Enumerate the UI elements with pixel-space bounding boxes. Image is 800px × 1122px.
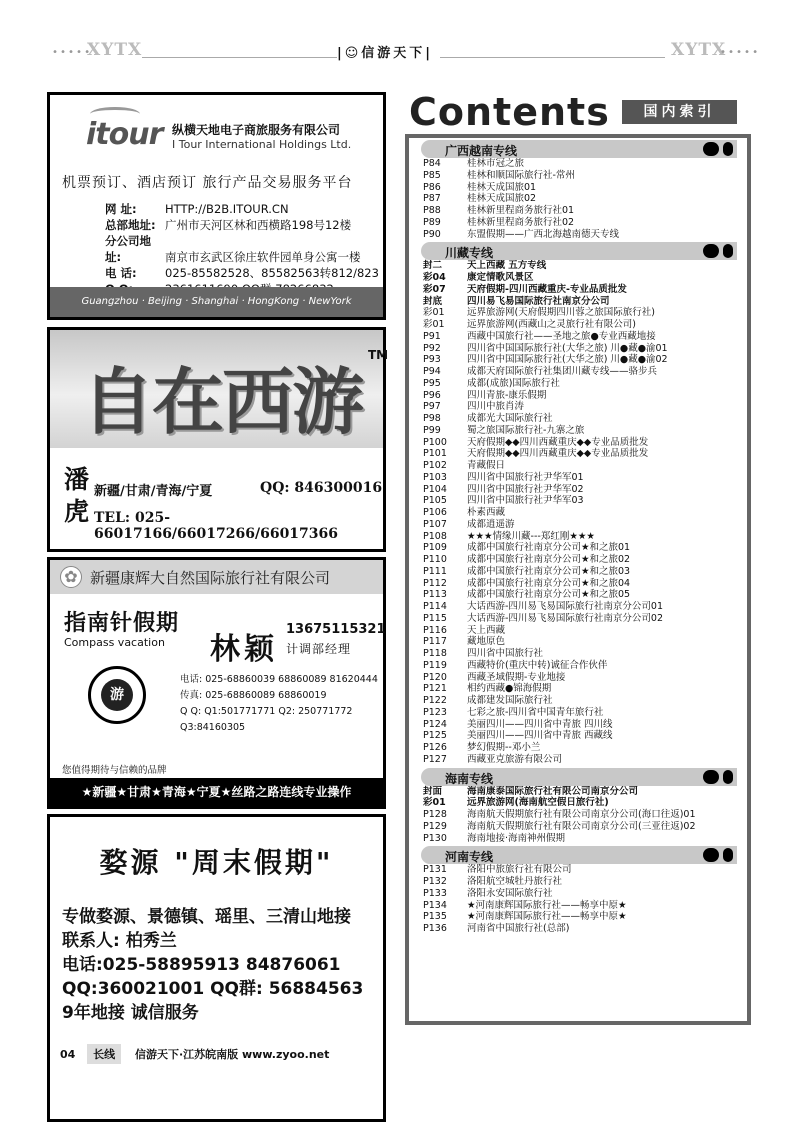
entry-name: 四川中旅肖涛: [467, 401, 525, 413]
page-ref: P94: [423, 366, 441, 377]
contents-row: [409, 354, 747, 366]
entry-name: 蜀之旅国际旅行社-九寨之旅: [467, 424, 585, 436]
page-ref: P103: [423, 471, 447, 483]
header-title: |☺信游天下|: [337, 46, 434, 61]
page-ref: P134: [423, 899, 447, 911]
entry-name: 洛阳永安国际旅行社: [467, 887, 553, 899]
section-header: [421, 242, 737, 260]
trademark-mark: TM: [368, 348, 389, 362]
entry-name: 朴素西藏: [467, 507, 506, 518]
entry-name: 相约西藏●锦海假期: [467, 683, 552, 695]
page-ref: P99: [423, 424, 441, 436]
contents-section: [409, 140, 747, 240]
kanghui-phone: 13675115321: [286, 622, 386, 637]
kanghui-brand: 指南针假期: [64, 611, 180, 636]
entry-name: 洛阳航空城牡丹旅行社: [467, 876, 563, 887]
page-ref: P105: [423, 495, 447, 507]
contents-row: [409, 507, 747, 519]
page-ref: P108: [423, 530, 447, 542]
page-ref: P91: [423, 330, 441, 342]
entry-name: 美丽四川——四川省中青旅 西藏线: [467, 730, 613, 742]
entry-name: 康定情歌风景区: [467, 272, 534, 283]
contents-row: [409, 923, 747, 935]
entry-name: 天府假期◆◆四川西藏重庆◆◆专业品质批发: [467, 436, 649, 448]
contents-row: [409, 809, 747, 821]
page-ref: P96: [423, 389, 441, 401]
page-ref: P135: [423, 911, 447, 923]
section-title: 川藏专线: [445, 246, 494, 261]
page-ref: P90: [423, 228, 441, 240]
page-ref: P107: [423, 518, 447, 530]
entry-name: 远界旅游网(海南航空假日旅行社): [467, 797, 609, 809]
contents-row: [409, 437, 747, 449]
page-ref: P122: [423, 695, 447, 706]
ad-zizai-xiyou: [47, 327, 389, 552]
contents-row: [409, 366, 747, 378]
itour-logo: itour: [86, 117, 162, 152]
entry-name: 成都中国旅行社南京分公司★和之旅01: [467, 542, 631, 554]
contents-title: Contents: [409, 90, 610, 134]
page-ref: P129: [423, 820, 447, 832]
contents-section: [409, 846, 747, 935]
page-ref: P126: [423, 742, 447, 753]
entry-name: 四川省中国国际旅行社(大华之旅) 川●藏●渝02: [467, 354, 668, 366]
entry-name: 桂林新里程商务旅行社01: [467, 205, 575, 216]
header-code-left: XYTX: [87, 40, 143, 60]
entry-name: 桂林新里程商务旅行社02: [467, 216, 575, 228]
ad-itour: [47, 92, 386, 320]
zizai-qq: QQ: 846300016: [260, 480, 383, 496]
itour-info: 网 址: HTTP://B2B.ITOUR.CN 总部地址: 广州市天河区林和西横路198号12楼 分公司地址: 南京市玄武区徐庄软件园单身公寓一楼 电 话: 025-85582528、85582563转812/823: [105, 202, 379, 280]
contents-row: [409, 307, 747, 319]
page-ref: P133: [423, 887, 447, 899]
contents-row: [409, 425, 747, 437]
section-header: [421, 140, 737, 158]
entry-name: 大话西游-四川易飞易国际旅行社南京分公司01: [467, 601, 664, 612]
page-ref: P125: [423, 730, 447, 742]
entry-name: 四川省中国旅行社: [467, 648, 544, 659]
contents-row: [409, 519, 747, 531]
contents-row: [409, 636, 747, 648]
entry-name: 天上西藏: [467, 624, 506, 636]
dot-icon: [723, 770, 733, 784]
contents-row: [409, 296, 747, 308]
header-dots-left: •••••: [52, 47, 93, 58]
entry-name: 青藏假日: [467, 460, 506, 471]
page-ref: P98: [423, 413, 441, 424]
compass-icon: 游: [88, 666, 146, 724]
entry-name: ★河南康辉国际旅行社——畅享中原★: [467, 911, 627, 923]
page-ref: P97: [423, 401, 441, 413]
contents-row: [409, 170, 747, 182]
page-ref: P101: [423, 448, 447, 460]
kanghui-contact: 电话: 025-68860039 68860089 81620444 传真: 025-68860089 68860019 Q Q: Q1:501771771 Q2: 250771772 Q3:84160305: [180, 674, 378, 733]
contents-row: [409, 821, 747, 833]
entry-name: 成都中国旅行社南京分公司★和之旅03: [467, 565, 631, 577]
entry-name: 天府假期-四川西藏重庆-专业品质批发: [467, 283, 627, 295]
page-ref: P100: [423, 436, 447, 448]
entry-name: 四川省中国旅行社尹华军01: [467, 471, 584, 483]
contents-row: [409, 484, 747, 496]
entry-name: 桂林天成国旅02: [467, 193, 537, 205]
entry-name: 美丽四川——四川省中青旅 四川线: [467, 718, 613, 730]
contents-row: [409, 460, 747, 472]
entry-name: 藏地原色: [467, 636, 506, 648]
kanghui-motto: 您值得期待与信赖的品牌: [62, 765, 167, 776]
contents-row: [409, 695, 747, 707]
entry-name: 东盟假期——广西北海越南德天专线: [467, 228, 620, 240]
page-ref: P124: [423, 718, 447, 730]
contents-row: [409, 911, 747, 923]
contents-row: [409, 158, 747, 170]
contents-row: [409, 742, 747, 754]
entry-name: 四川省中国旅行社尹华军03: [467, 495, 584, 507]
page-ref: P116: [423, 624, 447, 636]
page-header: [0, 0, 800, 80]
entry-name: 成都中国旅行社南京分公司★和之旅04: [467, 577, 631, 589]
entry-name: 天上西藏 五方专线: [467, 260, 547, 272]
header-rule-left: [142, 57, 337, 58]
entry-name: 梦幻假期--邓小兰: [467, 742, 541, 753]
contents-row: [409, 193, 747, 205]
section-header: [421, 846, 737, 864]
page-footer: [60, 1044, 329, 1064]
section-title: 海南专线: [445, 771, 494, 786]
contents-row: [409, 707, 747, 719]
footer-section-tag: 长线: [87, 1044, 121, 1064]
contents-row: [409, 613, 747, 625]
page-ref: P131: [423, 864, 447, 876]
contents-row: [409, 672, 747, 684]
entry-name: 远界旅游网(西藏山之灵旅行社有限公司): [467, 319, 636, 330]
contents-row: [409, 217, 747, 229]
entry-name: 成都中国旅行社南京分公司★和之旅02: [467, 554, 631, 565]
entry-name: 西藏中国旅行社——圣地之旅●专业西藏地接: [467, 330, 656, 342]
page-ref: 彩01: [423, 797, 446, 809]
zizai-contact-name: 潘虎: [64, 465, 90, 526]
entry-name: 桂林市冠之旅: [467, 158, 525, 169]
page-ref: P109: [423, 542, 447, 554]
page-ref: P119: [423, 659, 447, 671]
entry-name: 海南康泰国际旅行社有限公司南京分公司: [467, 785, 639, 797]
page-ref: 彩01: [423, 319, 445, 330]
entry-name: 成都逍遥游: [467, 518, 515, 530]
entry-name: 成都光大国际旅行社: [467, 413, 553, 424]
itour-cities-bar: Guangzhou · Beijing · Shanghai · HongKong · NewYork: [50, 287, 383, 317]
page-ref: P87: [423, 193, 441, 205]
contents-row: [409, 343, 747, 355]
entry-name: 成都中国旅行社南京分公司★和之旅05: [467, 589, 631, 601]
itour-slogan: 机票预订、酒店预订 旅行产品交易服务平台: [62, 175, 353, 191]
contents-row: [409, 683, 747, 695]
entry-name: 桂林和顺国际旅行社-常州: [467, 169, 575, 181]
page-ref: P127: [423, 753, 447, 765]
contents-row: [409, 331, 747, 343]
entry-name: ★★★情缘川藏---郑红刚★★★: [467, 530, 595, 542]
contents-row: [409, 260, 747, 272]
entry-name: 西藏特价(重庆中转)诚征合作伙伴: [467, 659, 608, 671]
dot-icon: [723, 244, 733, 258]
page-ref: P92: [423, 342, 441, 354]
entry-name: 西藏圣域假期-专业地接: [467, 671, 566, 683]
page-ref: P112: [423, 577, 447, 589]
page-ref: 彩01: [423, 307, 445, 319]
entry-name: 成都建发国际旅行社: [467, 695, 553, 706]
entry-name: 四川易飞易国际旅行社南京分公司: [467, 295, 610, 307]
contents-row: [409, 531, 747, 543]
contents-row: [409, 378, 747, 390]
kanghui-header-bar: [50, 560, 383, 594]
page-ref: P120: [423, 671, 447, 683]
contents-section: [409, 242, 747, 765]
zizai-banner: [50, 330, 389, 448]
itour-company-en: I Tour International Holdings Ltd.: [172, 138, 352, 151]
contents-row: [409, 589, 747, 601]
page-ref: P95: [423, 377, 441, 389]
page-ref: P89: [423, 216, 441, 228]
header-rule-right: [440, 57, 665, 58]
contents-row: [409, 730, 747, 742]
contents-row: [409, 284, 747, 296]
page-ref: P110: [423, 554, 447, 565]
contents-row: [409, 864, 747, 876]
page-ref: P106: [423, 507, 447, 518]
page-ref: P136: [423, 923, 447, 934]
contents-row: [409, 542, 747, 554]
page-ref: P88: [423, 205, 441, 216]
entry-name: 成都天府国际旅行社集团川藏专线——骆步兵: [467, 366, 658, 377]
entry-name: 七彩之旅-四川省中国青年旅行社: [467, 706, 604, 718]
flower-logo-icon: ✿: [60, 566, 82, 588]
page-ref: 彩07: [423, 283, 446, 295]
wuyuan-info: 专做婺源、景德镇、瑶里、三清山地接 联系人: 柏秀兰 电话:025-58895913 84876061 QQ:360021001 QQ群: 56884563 9年地接 诚信服务: [62, 907, 364, 1023]
contents-row: [409, 182, 747, 194]
contents-row: [409, 754, 747, 766]
page-ref: P114: [423, 601, 447, 612]
page-ref: P118: [423, 648, 447, 659]
page-ref: 封底: [423, 295, 443, 307]
entry-name: 桂林天成国旅01: [467, 181, 537, 193]
entry-name: 河南省中国旅行社(总部): [467, 923, 570, 934]
ad-wuyuan: [47, 814, 386, 1122]
contents-row: [409, 401, 747, 413]
contents-row: [409, 876, 747, 888]
entry-name: 成都(成旅)国际旅行社: [467, 377, 560, 389]
entry-name: 远界旅游网(天府假期四川蓉之旅国际旅行社): [467, 307, 655, 319]
contents-row: [409, 797, 747, 809]
contents-section: [409, 768, 747, 845]
kanghui-person: 林颖: [210, 632, 278, 667]
dot-icon: [723, 142, 733, 156]
page-ref: P128: [423, 809, 447, 820]
entry-name: 洛阳中旅旅行社有限公司: [467, 864, 572, 876]
page-ref: P121: [423, 683, 447, 695]
contents-row: [409, 205, 747, 217]
section-title: 广西越南专线: [445, 144, 518, 158]
dot-icon: [723, 848, 733, 862]
page-ref: P86: [423, 181, 441, 193]
entry-name: ★河南康辉国际旅行社——畅享中原★: [467, 899, 627, 911]
kanghui-job-title: 计调部经理: [286, 642, 352, 656]
contents-row: [409, 472, 747, 484]
contents-row: [409, 833, 747, 845]
page-ref: P130: [423, 832, 447, 844]
ad-kanghui: [47, 557, 386, 809]
entry-name: 四川省中国旅行社尹华军02: [467, 483, 584, 495]
kanghui-brand-en: Compass vacation: [64, 636, 165, 649]
page-ref: P115: [423, 612, 447, 624]
page-ref: P102: [423, 460, 447, 471]
page-ref: 封二: [423, 260, 443, 272]
itour-company-cn: 纵横天地电子商旅服务有限公司: [172, 123, 341, 137]
entry-name: 四川省中国国际旅行社(大华之旅) 川●藏●渝01: [467, 342, 668, 354]
header-dots-right: •••••: [720, 47, 761, 58]
contents-index: [405, 134, 751, 1025]
pill-icon: [703, 142, 719, 156]
contents-row: [409, 648, 747, 660]
page-ref: P113: [423, 589, 447, 601]
entry-name: 四川青旅-康乐假期: [467, 389, 547, 401]
contents-row: [409, 390, 747, 402]
entry-name: 天府假期◆◆四川西藏重庆◆◆专业品质批发: [467, 448, 649, 460]
contents-row: [409, 413, 747, 425]
contents-row: [409, 888, 747, 900]
pill-icon: [703, 770, 719, 784]
page-ref: P85: [423, 169, 441, 181]
footer-text: 信游天下·江苏皖南版 www.zyoo.net: [135, 1048, 330, 1061]
contents-row: [409, 601, 747, 613]
page-ref: P93: [423, 354, 441, 366]
wuyuan-title: 婺源 "周末假期": [99, 846, 334, 879]
pill-icon: [703, 848, 719, 862]
page-ref: 彩04: [423, 272, 446, 283]
page-ref: 封面: [423, 785, 443, 797]
page-ref: P117: [423, 636, 447, 648]
page-ref: P132: [423, 876, 447, 887]
contents-row: [409, 660, 747, 672]
contents-row: [409, 272, 747, 284]
zizai-regions: 新疆/甘肃/青海/宁夏: [94, 484, 213, 499]
entry-name: 大话西游-四川易飞易国际旅行社南京分公司02: [467, 612, 664, 624]
pill-icon: [703, 244, 719, 258]
contents-row: [409, 448, 747, 460]
page-ref: P84: [423, 158, 441, 169]
entry-name: 海南航天假期旅行社有限公司南京分公司(三亚往返)02: [467, 820, 696, 832]
page-ref: P123: [423, 706, 447, 718]
section-header: [421, 768, 737, 786]
page-ref: P104: [423, 483, 447, 495]
section-title: 河南专线: [445, 850, 494, 865]
contents-row: [409, 625, 747, 637]
contents-row: [409, 319, 747, 331]
zizai-tel: TEL: 025-66017166/66017266/66017366: [94, 510, 339, 542]
zizai-title: 自在西游: [82, 359, 363, 444]
contents-row: [409, 229, 747, 241]
contents-row: [409, 719, 747, 731]
header-code-right: XYTX: [671, 40, 727, 60]
kanghui-routes-bar: ★新疆★甘肃★青海★宁夏★丝路之路连线专业操作: [50, 778, 383, 806]
entry-name: 西藏亚克旅游有限公司: [467, 753, 563, 765]
page-ref: P111: [423, 565, 447, 577]
contents-tag: 国内索引: [622, 100, 737, 124]
contents-row: [409, 900, 747, 912]
contents-row: [409, 495, 747, 507]
entry-name: 海南航天假期旅行社有限公司南京分公司(海口往返)01: [467, 809, 696, 820]
entry-name: 海南地接·海南神州假期: [467, 832, 566, 844]
contents-row: [409, 786, 747, 798]
kanghui-company: 新疆康辉大自然国际旅行社有限公司: [90, 569, 331, 587]
contents-row: [409, 578, 747, 590]
contents-row: [409, 566, 747, 578]
contents-row: [409, 554, 747, 566]
page-number: 04: [60, 1048, 76, 1061]
